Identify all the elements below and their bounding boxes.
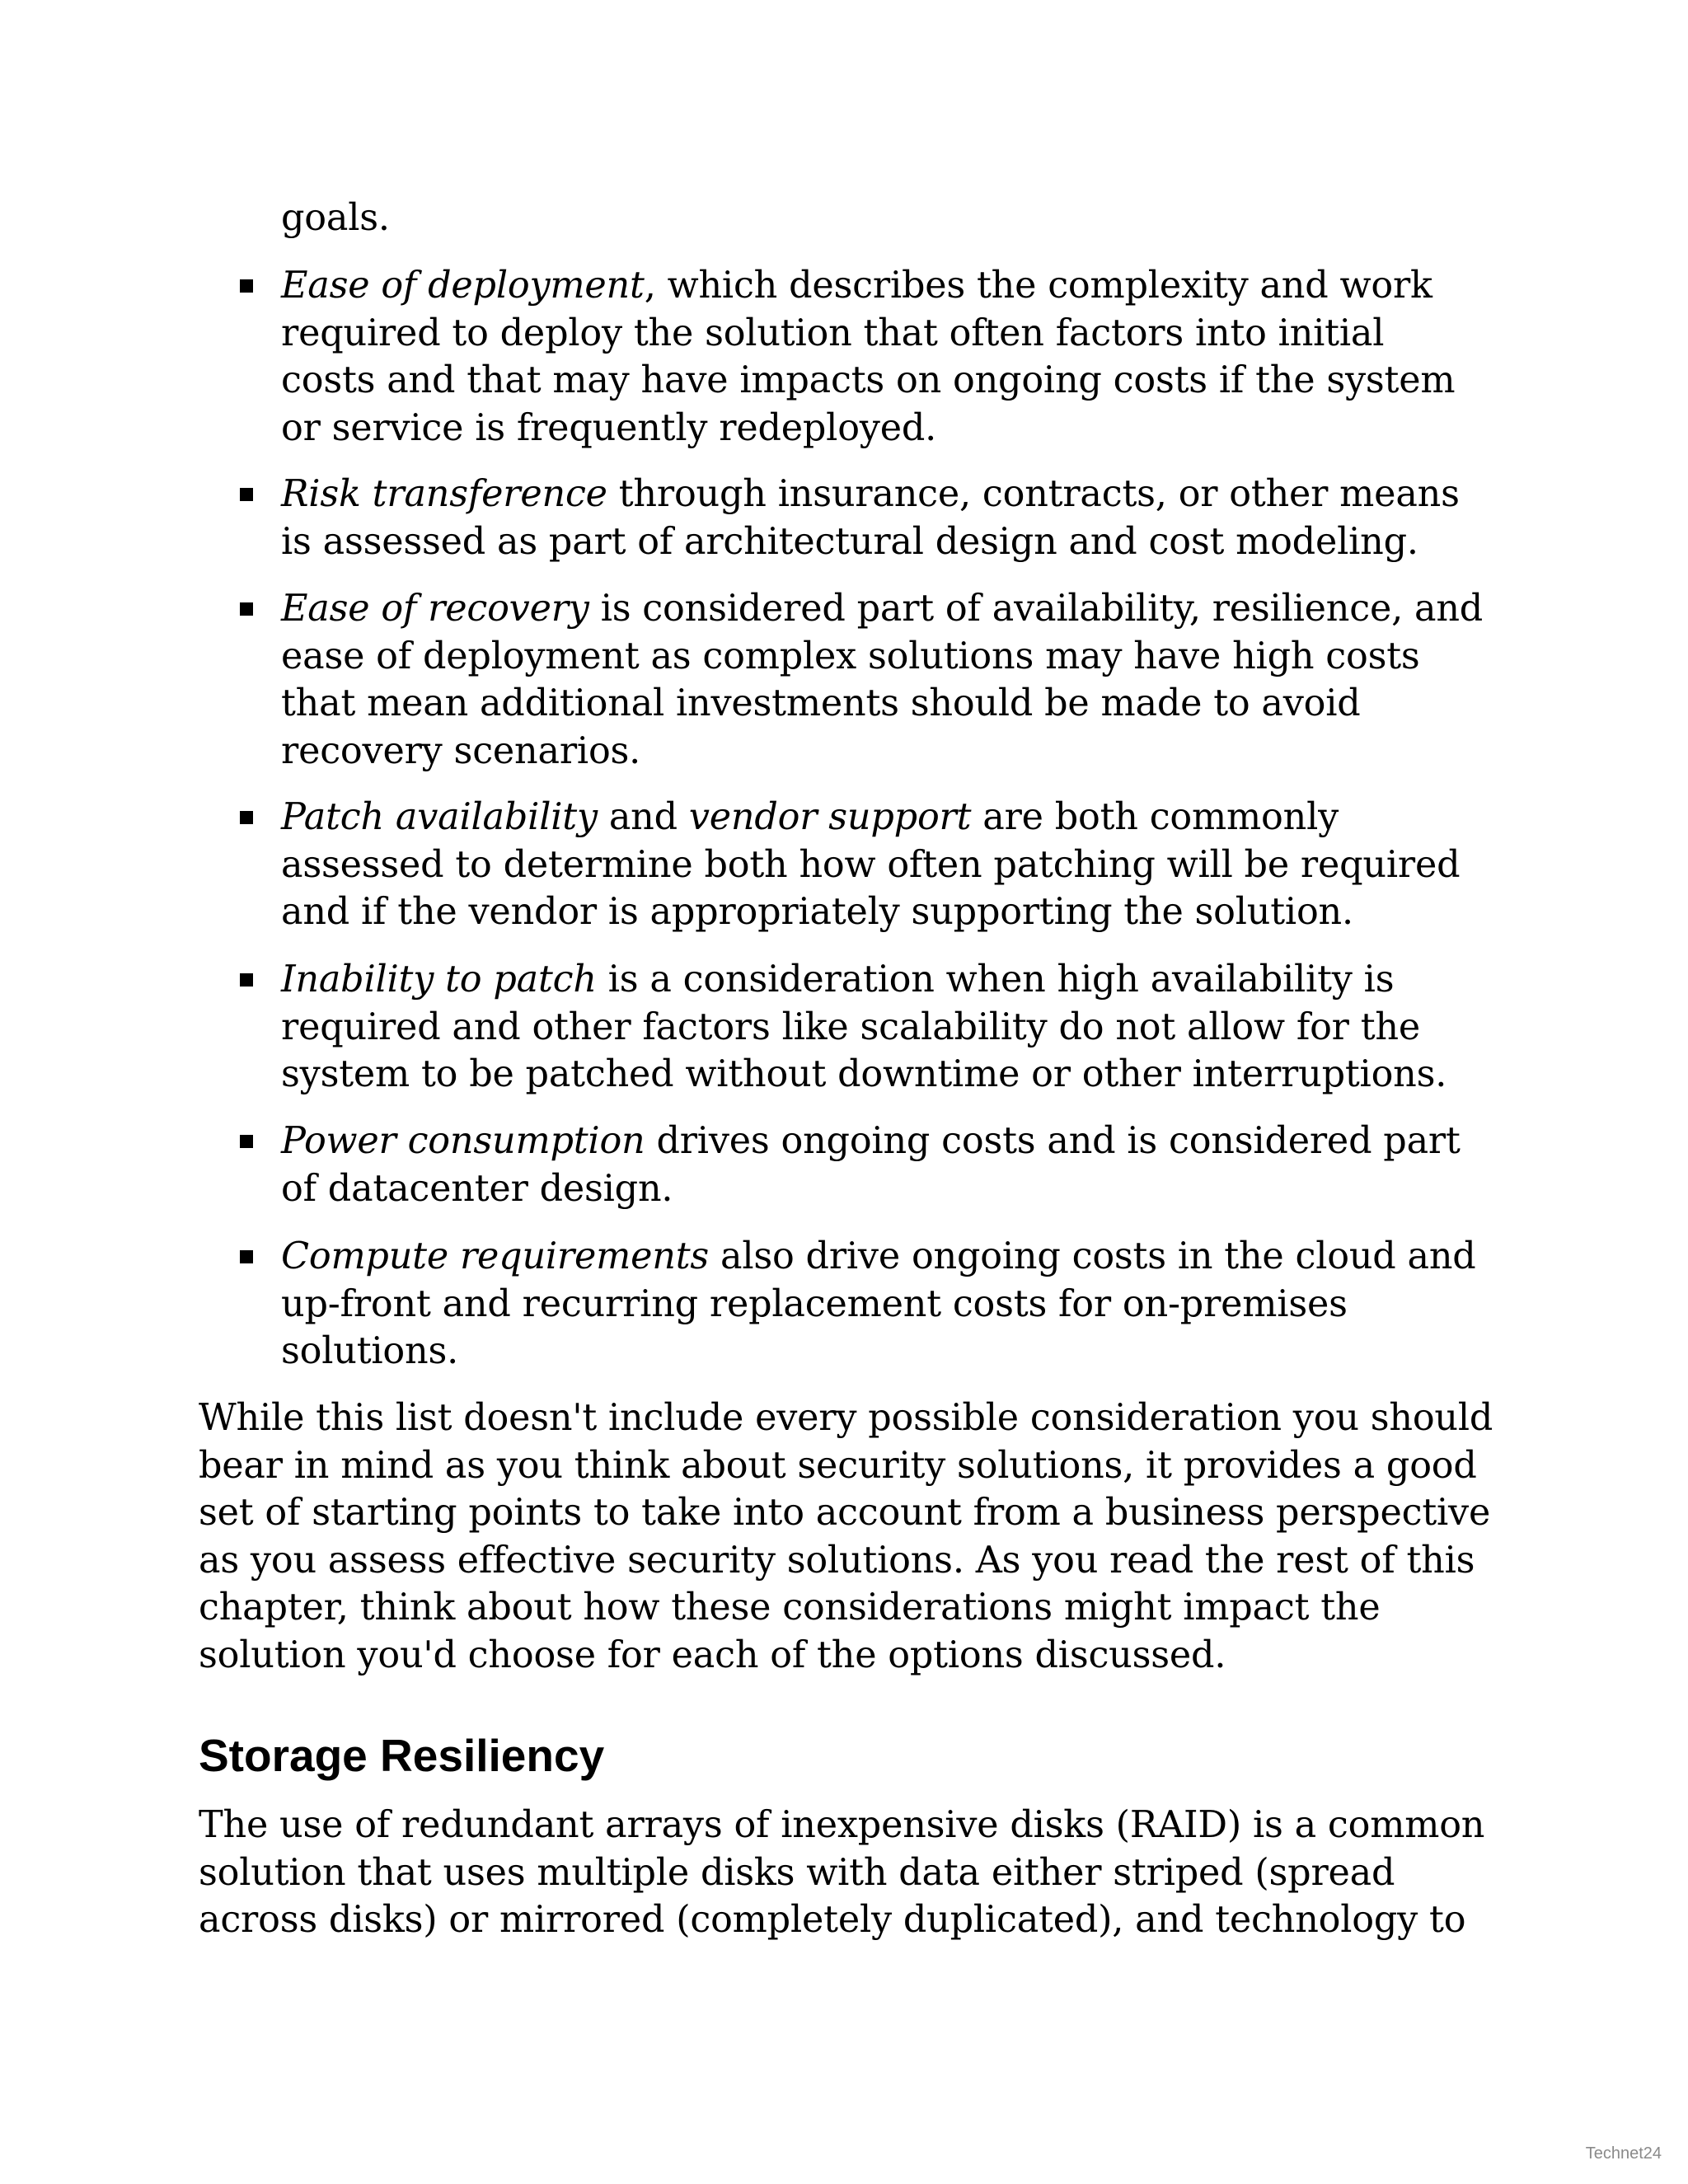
description: drives ongoing costs and is considered part of datacenter design. <box>281 1120 1461 1210</box>
term: Inability to patch <box>281 958 597 1001</box>
section-heading: Storage Resiliency <box>199 1730 605 1781</box>
list-item-patch-availability <box>281 794 1484 936</box>
description: through insurance, contracts, or other means is assessed as part of architectural design and cost modeling. <box>281 473 1460 563</box>
connector: and <box>597 796 689 838</box>
term: Ease of deployment <box>281 265 645 307</box>
term-secondary: vendor support <box>688 796 972 838</box>
list-item-compute-requirements <box>281 1233 1484 1376</box>
term: Compute requirements <box>281 1235 710 1277</box>
summary-paragraph: While this list doesn't include every possible consideration you should bear in mind as you think about security solutions, it provides a good set of starting points to take into account from a business perspective as you assess effective security solutions. As you read the rest of this chapter, think about how these considerations might impact the solution you'd choose for each of the options discussed. <box>199 1397 1493 1676</box>
list-item-ease-of-recovery <box>281 585 1484 775</box>
list-item-power-consumption <box>281 1118 1484 1212</box>
square-bullet-icon <box>240 1250 253 1263</box>
square-bullet-icon <box>240 811 253 824</box>
square-bullet-icon <box>240 488 253 501</box>
square-bullet-icon <box>240 1135 253 1148</box>
list-item-risk-transference <box>281 471 1484 565</box>
list-item-inability-to-patch <box>281 956 1484 1099</box>
term: Patch availability <box>281 796 598 838</box>
square-bullet-icon <box>240 602 253 616</box>
term: Ease of recovery <box>281 588 589 630</box>
description: , which describes the complexity and work required to deploy the solution that often factors into initial costs and that may have impacts on ongoing costs if the system or service is frequently redeployed. <box>281 265 1456 449</box>
watermark: Technet24 <box>1585 2144 1662 2163</box>
description: is a consideration when high availability is required and other factors like scalability do not allow for the system to be patched without downtime or other interruptions. <box>281 958 1447 1095</box>
description: also drive ongoing costs in the cloud and up-front and recurring replacement costs for on-premises solutions. <box>281 1235 1476 1372</box>
term: Risk transference <box>281 473 607 515</box>
description: is considered part of availability, resilience, and ease of deployment as complex solutions may have high costs that mean additional investments should be made to avoid recovery scenarios. <box>281 588 1484 772</box>
section-paragraph: The use of redundant arrays of inexpensive disks (RAID) is a common solution that uses multiple disks with data either striped (spread across disks) or mirrored (completely duplicated), and technology to <box>199 1804 1485 1941</box>
list-item-ease-of-deployment <box>281 262 1484 452</box>
term: Power consumption <box>281 1120 645 1162</box>
square-bullet-icon <box>240 973 253 987</box>
description: are both commonly assessed to determine both how often patching will be required and if the vendor is appropriately supporting the solution. <box>281 796 1461 933</box>
square-bullet-icon <box>240 279 253 293</box>
continuation-text: goals. <box>281 197 390 239</box>
